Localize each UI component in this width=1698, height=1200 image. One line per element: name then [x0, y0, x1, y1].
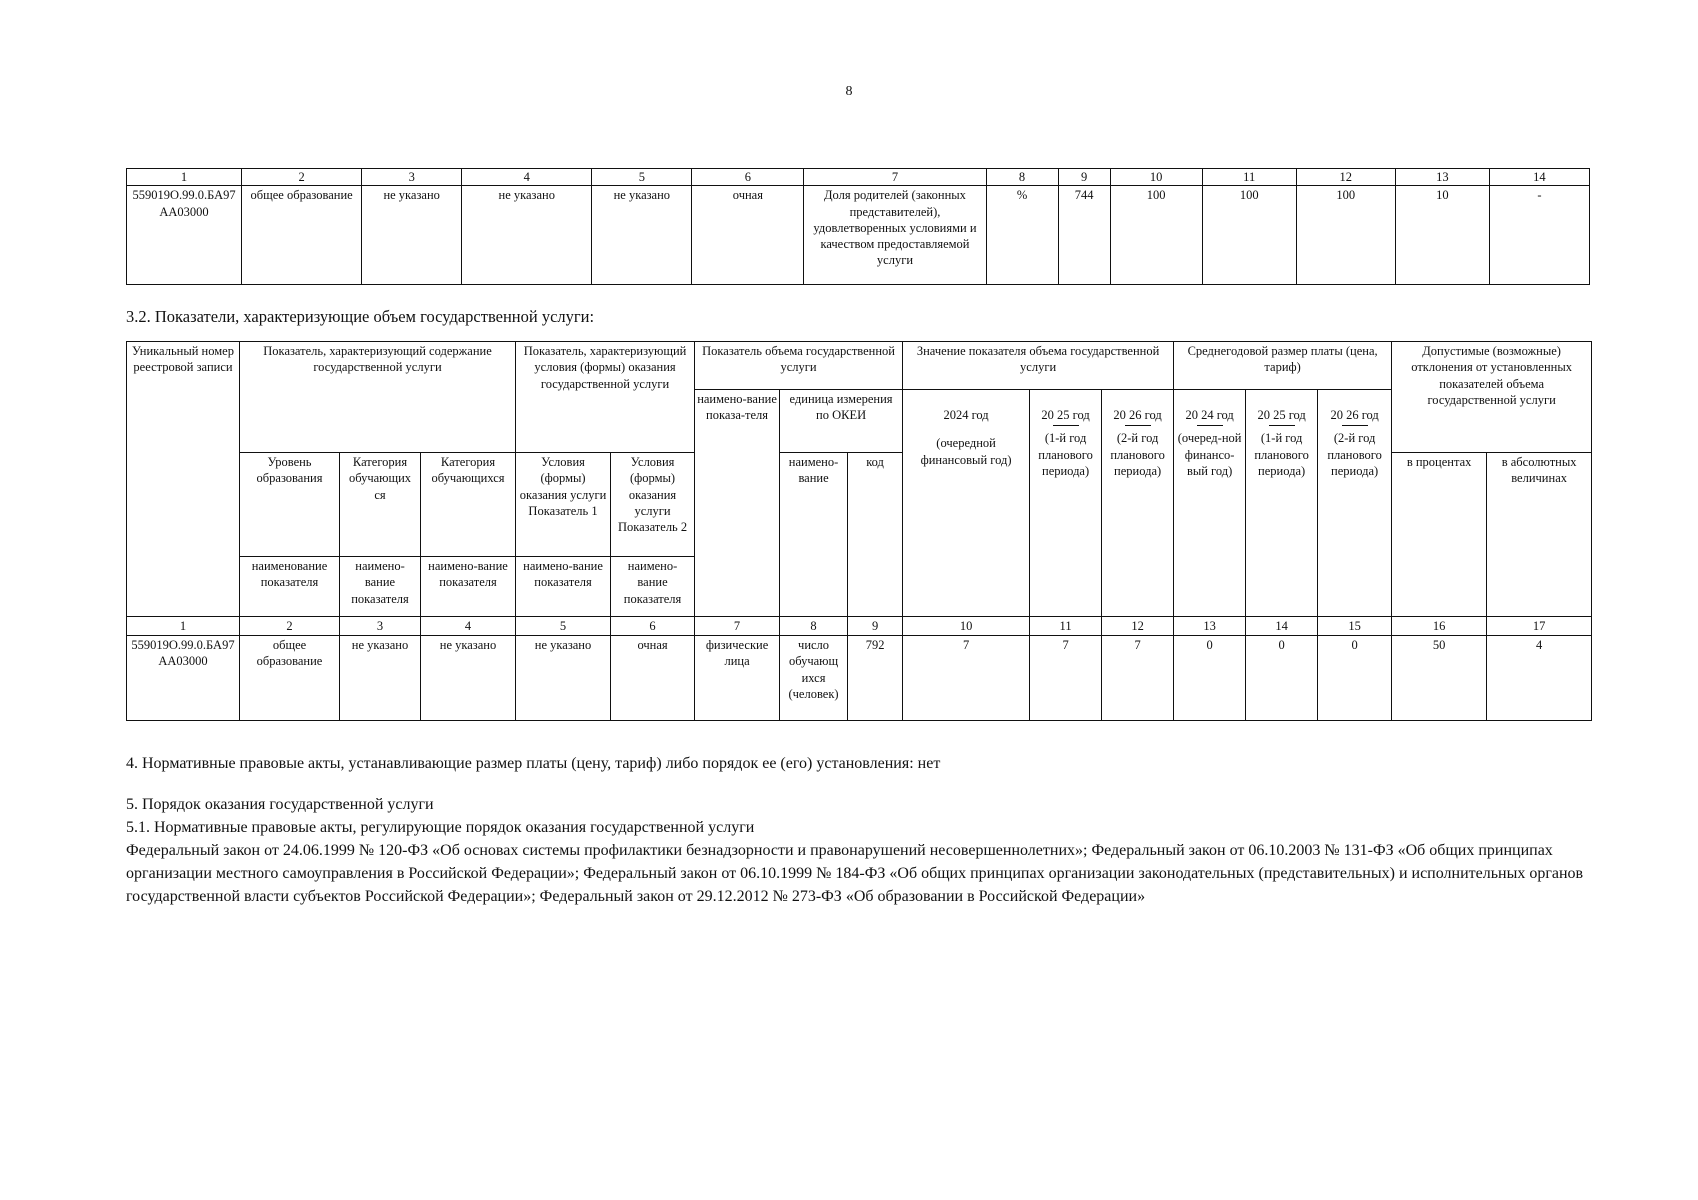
volume-indicator-name: физические лица	[695, 636, 780, 721]
section-3-2-heading: 3.2. Показатели, характеризующие объем государственной услуги:	[126, 307, 595, 326]
year-label: 20 24 год	[1185, 408, 1234, 422]
cell-value: не указано	[516, 636, 611, 721]
unit-name: число обучающ ихся (человек)	[780, 636, 848, 721]
year-sub-label: (2-й год планового периода)	[1327, 431, 1382, 478]
col-num: 17	[1487, 617, 1592, 636]
header-condition-2: Условия (формы) оказания услуги Показатель 2	[611, 453, 695, 557]
registry-number: 559019О.99.0.БА97АА03000	[127, 636, 240, 721]
section-5-1-heading: 5.1. Нормативные правовые акты, регулирующие порядок оказания государственной услуги	[126, 819, 755, 836]
value-2024: 7	[903, 636, 1030, 721]
section-4-text: 4. Нормативные правовые акты, устанавливающие размер платы (цену, тариф) либо порядок ее (его) установления: нет	[126, 755, 941, 772]
year-sub-label: (2-й год планового периода)	[1110, 431, 1165, 478]
cell-value: не указано	[462, 186, 592, 285]
col-num: 14	[1246, 617, 1318, 636]
year-sub-label: (1-й год планового периода)	[1038, 431, 1093, 478]
header-conditions-indicator: Показатель, характеризующий условия (формы) оказания государственной услуги	[516, 342, 695, 453]
header-category-1: Категория обучающих ся	[340, 453, 421, 557]
year-sub-label: (очередной финансовый год)	[920, 436, 1012, 467]
unit-name: %	[986, 186, 1058, 285]
col-num: 2	[242, 169, 362, 186]
value-2025: 100	[1202, 186, 1296, 285]
indicator-name: Доля родителей (законных представителей), удовлетворенных условиями и качеством предоставляемой услуги	[804, 186, 986, 285]
header-volume-indicator: Показатель объема государственной услуги	[695, 342, 903, 390]
cell-value: не указано	[362, 186, 462, 285]
col-num: 7	[695, 617, 780, 636]
education-level: общее образование	[240, 636, 340, 721]
underline	[1197, 425, 1223, 426]
underline	[1269, 425, 1295, 426]
header-indicator-name: наимено-вание показателя	[421, 557, 516, 617]
cell-value: не указано	[421, 636, 516, 721]
header-row-1	[127, 342, 1592, 390]
col-num: 16	[1392, 617, 1487, 636]
header-content-indicator: Показатель, характеризующий содержание государственной услуги	[240, 342, 516, 453]
fee-2025: 0	[1246, 636, 1318, 721]
header-level: Уровень образования	[240, 453, 340, 557]
deviation-percent: 50	[1392, 636, 1487, 721]
value-2026: 100	[1296, 186, 1395, 285]
col-num: 9	[848, 617, 903, 636]
header-unit-okei: единица измерения по ОКЕИ	[780, 390, 903, 453]
header-category-2: Категория обучающихся	[421, 453, 516, 557]
section-5-heading: 5. Порядок оказания государственной услуги	[126, 796, 434, 813]
header-fee-2025	[1246, 390, 1318, 617]
page-number: 8	[845, 84, 853, 99]
year-label: 20 25 год	[1257, 408, 1306, 422]
col-num: 13	[1174, 617, 1246, 636]
col-num: 10	[903, 617, 1030, 636]
underline	[1053, 425, 1079, 426]
table-row	[127, 636, 1592, 721]
year-label: 2024 год	[943, 408, 989, 422]
year-sub-label: (очеред-ной финансо-вый год)	[1177, 431, 1242, 478]
value-2025: 7	[1030, 636, 1102, 721]
header-volume-value: Значение показателя объема государственной услуги	[903, 342, 1174, 390]
col-num: 4	[462, 169, 592, 186]
registry-number: 559019О.99.0.БА97АА03000	[127, 186, 242, 285]
header-indicator-name: наимено-вание показателя	[516, 557, 611, 617]
deviation-percent: 10	[1395, 186, 1489, 285]
column-number-row	[127, 617, 1592, 636]
deviation-absolute: 4	[1487, 636, 1592, 721]
col-num: 7	[804, 169, 986, 186]
year-sub-label: (1-й год планового периода)	[1254, 431, 1309, 478]
col-num: 11	[1030, 617, 1102, 636]
form-of-service: очная	[692, 186, 804, 285]
header-condition-1: Условия (формы) оказания услуги Показатель 1	[516, 453, 611, 557]
col-num: 1	[127, 617, 240, 636]
header-indicator-name: наименование показателя	[240, 557, 340, 617]
col-num: 1	[127, 169, 242, 186]
header-in-absolute: в абсолютных величинах	[1487, 453, 1592, 617]
year-label: 20 26 год	[1330, 408, 1379, 422]
header-unit-code: код	[848, 453, 903, 617]
col-num: 5	[516, 617, 611, 636]
fee-2024: 0	[1174, 636, 1246, 721]
volume-indicators-table	[126, 341, 1592, 721]
col-num: 2	[240, 617, 340, 636]
value-2024: 100	[1110, 186, 1202, 285]
header-indicator-name: наимено-вание показателя	[340, 557, 421, 617]
col-num: 12	[1296, 169, 1395, 186]
col-num: 3	[340, 617, 421, 636]
year-label: 20 26 год	[1113, 408, 1162, 422]
header-deviation: Допустимые (возможные) отклонения от установленных показателей объема государственной услуги	[1392, 342, 1592, 453]
federal-laws-text: Федеральный закон от 24.06.1999 № 120-ФЗ «Об основах системы профилактики безнадзорности и правонарушений несовершеннолетних»; Федеральный закон от 06.10.2003 № 131-ФЗ «Об общих принципах организации местного самоуправления в Российской Федерации»; Федеральный закон от 06.10.1999 № 184-ФЗ «Об общих принципах организации законодательных (представительных) и исполнительных органов государственной власти субъектов Российской Федерации»; Федеральный закон от 29.12.2012 № 273-ФЗ «Об образовании в Российской Федерации»	[126, 842, 1584, 905]
header-average-fee: Среднегодовой размер платы (цена, тариф)	[1174, 342, 1392, 390]
deviation-absolute: -	[1489, 186, 1589, 285]
header-fee-2024	[1174, 390, 1246, 617]
col-num: 14	[1489, 169, 1589, 186]
fee-2026: 0	[1318, 636, 1392, 721]
cell-value: не указано	[340, 636, 421, 721]
col-num: 15	[1318, 617, 1392, 636]
quality-indicators-table	[126, 168, 1590, 285]
underline	[1342, 425, 1368, 426]
col-num: 8	[986, 169, 1058, 186]
unit-code: 792	[848, 636, 903, 721]
col-num: 13	[1395, 169, 1489, 186]
col-num: 6	[611, 617, 695, 636]
col-num: 6	[692, 169, 804, 186]
col-num: 4	[421, 617, 516, 636]
column-number-row	[127, 169, 1590, 186]
unit-code: 744	[1058, 186, 1110, 285]
col-num: 5	[592, 169, 692, 186]
header-year-2025	[1030, 390, 1102, 617]
underline	[1125, 425, 1151, 426]
form-of-service: очная	[611, 636, 695, 721]
header-volume-name: наимено-вание показа-теля	[695, 390, 780, 617]
year-label: 20 25 год	[1041, 408, 1090, 422]
header-unique-number: Уникальный номер реестровой записи	[127, 342, 240, 617]
header-indicator-name: наимено-вание показателя	[611, 557, 695, 617]
education-level: общее образование	[242, 186, 362, 285]
cell-value: не указано	[592, 186, 692, 285]
header-year-2024	[903, 390, 1030, 617]
header-year-2026	[1102, 390, 1174, 617]
col-num: 12	[1102, 617, 1174, 636]
col-num: 3	[362, 169, 462, 186]
value-2026: 7	[1102, 636, 1174, 721]
col-num: 9	[1058, 169, 1110, 186]
header-fee-2026	[1318, 390, 1392, 617]
header-unit-name: наимено-вание	[780, 453, 848, 617]
header-in-percent: в процентах	[1392, 453, 1487, 617]
col-num: 10	[1110, 169, 1202, 186]
col-num: 8	[780, 617, 848, 636]
col-num: 11	[1202, 169, 1296, 186]
table-row	[127, 186, 1590, 285]
